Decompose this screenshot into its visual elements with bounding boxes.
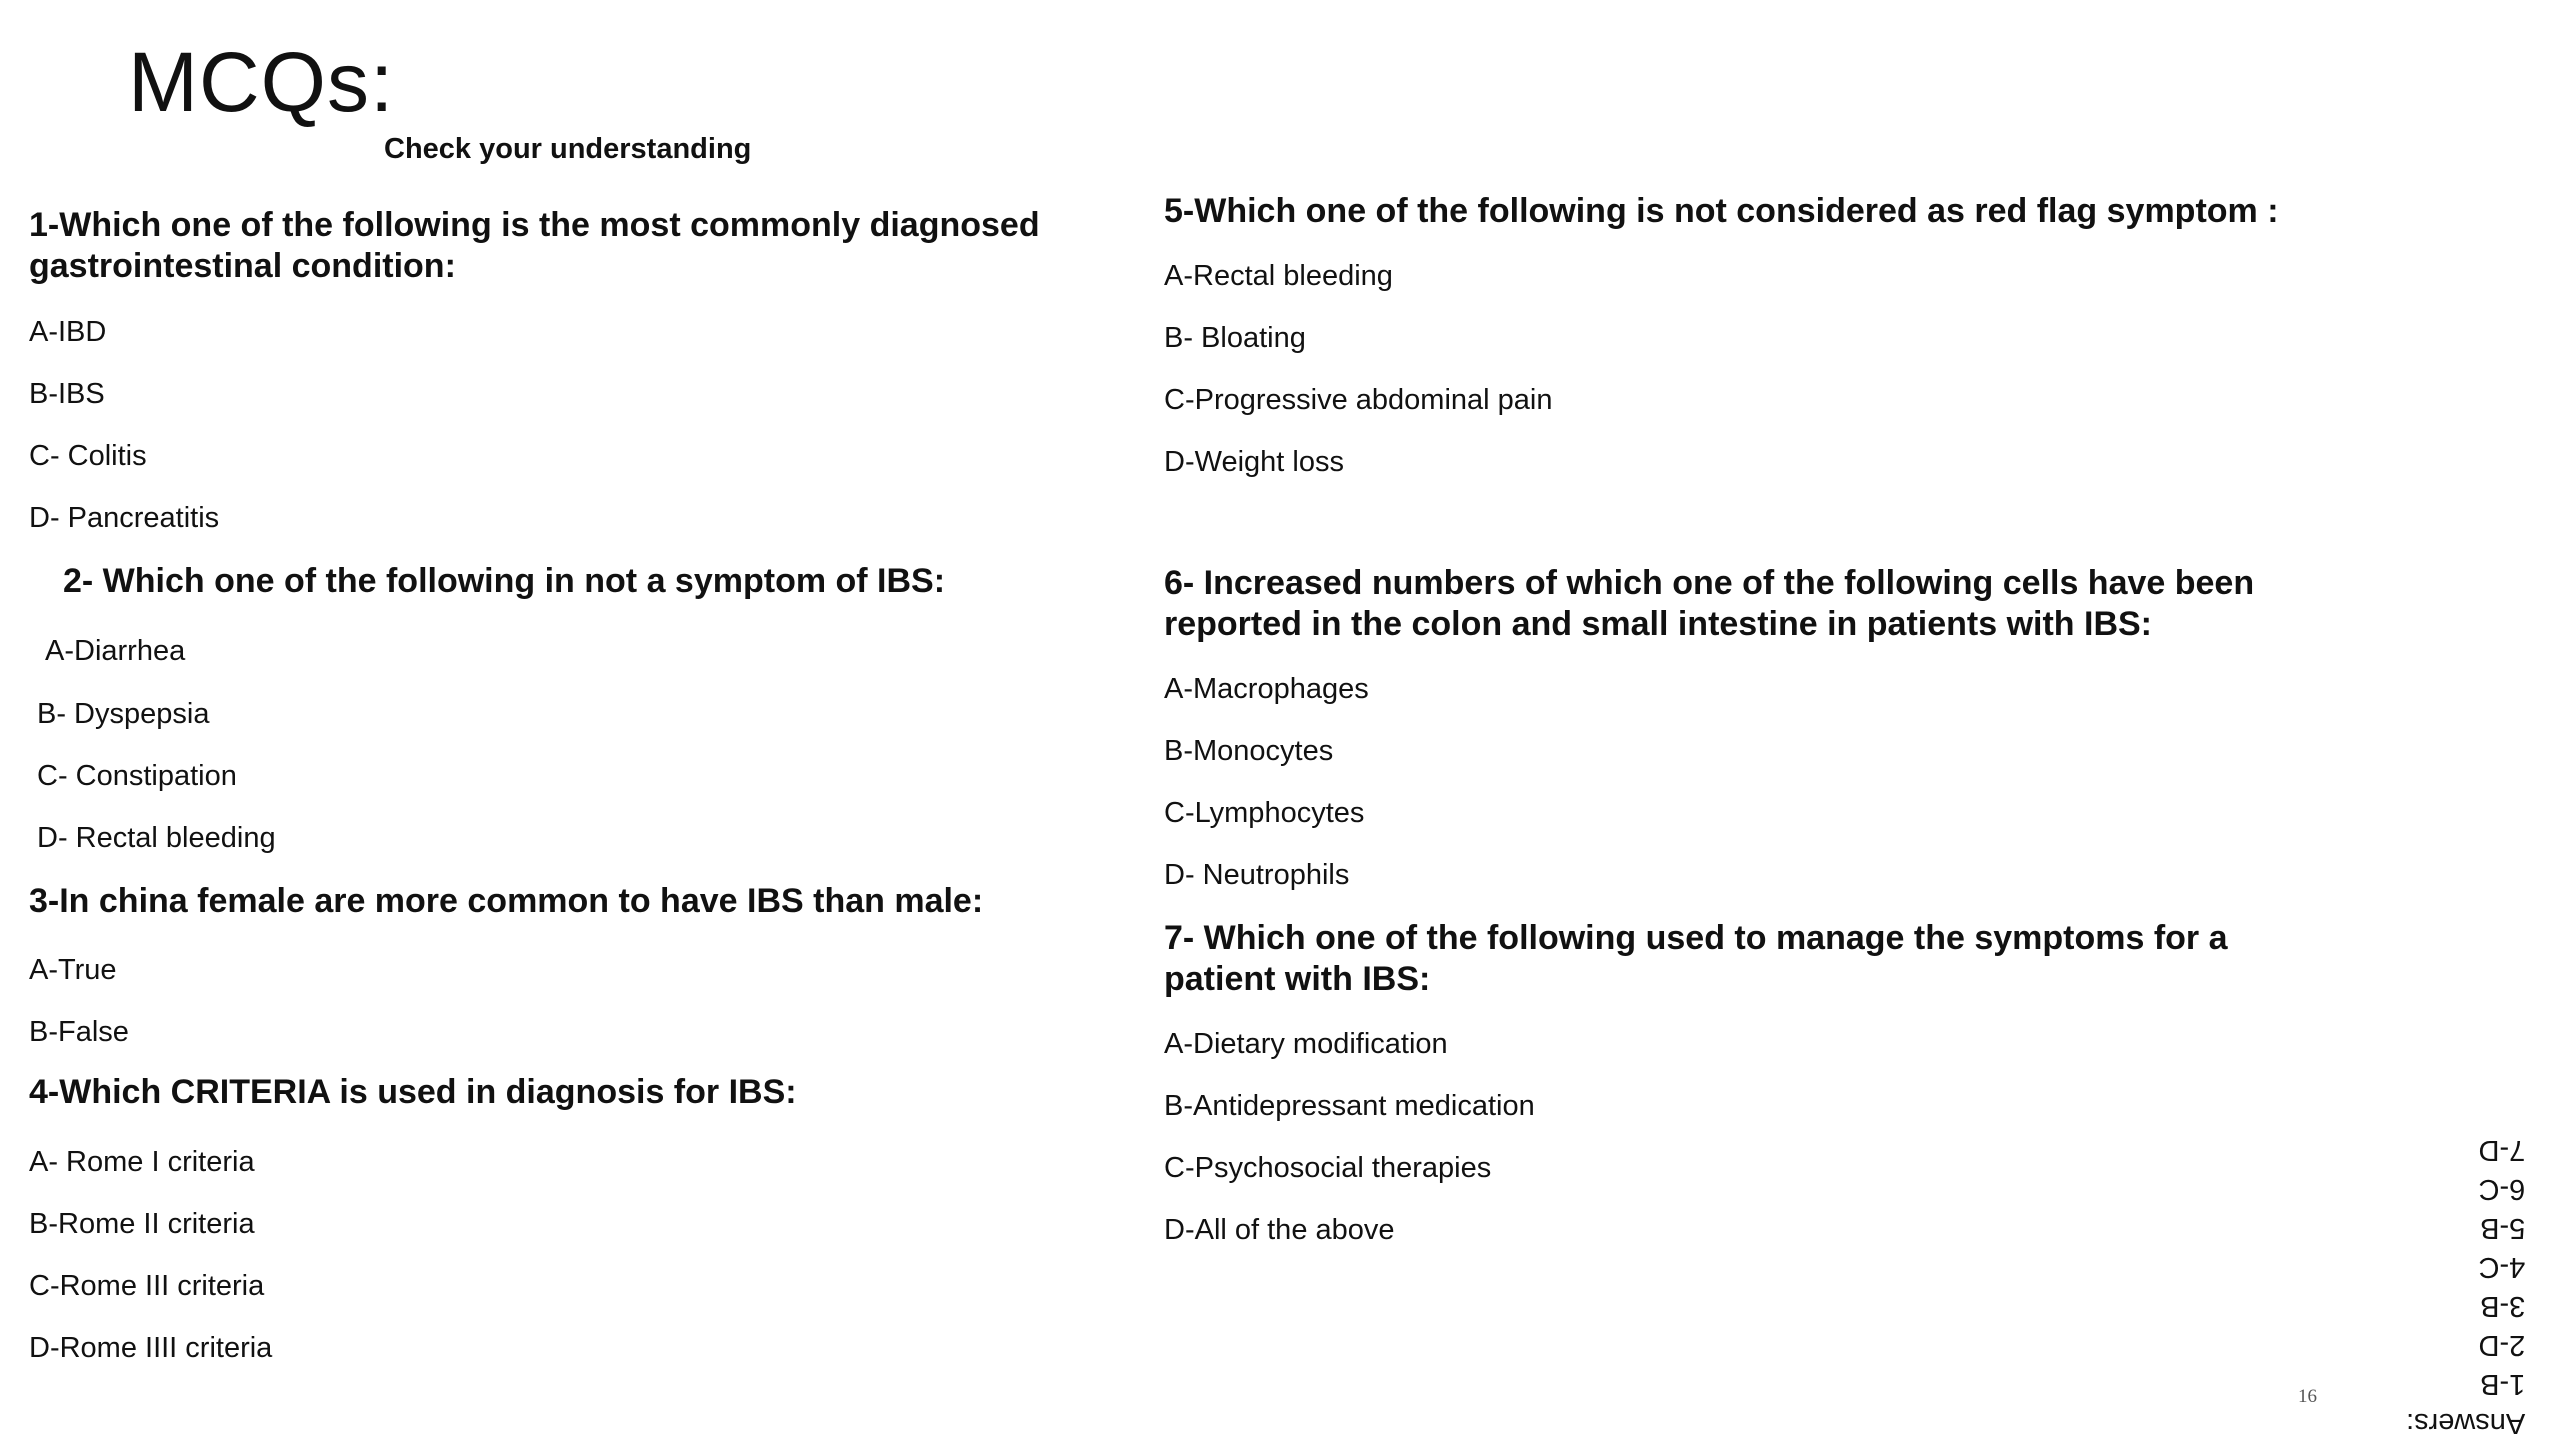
answer-item: 7-D [2478,1134,2526,1166]
question-6-option-b: B-Monocytes [1164,735,1334,767]
answer-item: 3-B [2480,1290,2526,1322]
answer-item: 6-C [2478,1173,2526,1205]
question-5-option-c: C-Progressive abdominal pain [1164,384,1553,416]
question-3-option-a: A-True [29,954,117,986]
question-2-option-a: A-Diarrhea [45,635,186,667]
answer-item: 4-C [2478,1251,2526,1283]
answer-item: 2-D [2478,1329,2526,1361]
answer-item: 5-B [2480,1212,2526,1244]
question-2-option-c: C- Constipation [37,760,237,792]
page-number: 16 [2298,1386,2317,1407]
question-7-option-d: D-All of the above [1164,1214,1395,1246]
question-5-option-a: A-Rectal bleeding [1164,260,1393,292]
question-7-option-c: C-Psychosocial therapies [1164,1152,1492,1184]
question-7-option-a: A-Dietary modification [1164,1028,1448,1060]
question-1-option-b: B-IBS [29,378,105,410]
question-6-option-c: C-Lymphocytes [1164,797,1365,829]
question-7: 7- Which one of the following used to manage the symptoms for a patient with IBS: [1164,919,2228,998]
slide-subtitle: Check your understanding [384,133,752,165]
question-6: 6- Increased numbers of which one of the following cells have been reported in the colon and small intestine in patients with IBS: [1164,564,2255,643]
question-4: 4-Which CRITERIA is used in diagnosis for IBS: [29,1073,797,1111]
question-1-option-a: A-IBD [29,316,107,348]
question-4-option-b: B-Rome II criteria [29,1208,255,1240]
question-1-option-d: D- Pancreatitis [29,502,220,534]
question-6-option-a: A-Macrophages [1164,673,1369,705]
question-3-option-b: B-False [29,1016,129,1048]
question-5: 5-Which one of the following is not considered as red flag symptom : [1164,192,2279,230]
answer-item: 1-B [2480,1368,2526,1400]
answers-heading: Answers: [2406,1407,2526,1439]
question-5-option-d: D-Weight loss [1164,446,1344,478]
question-4-option-c: C-Rome III criteria [29,1270,265,1302]
slide-title: MCQs: [128,35,395,129]
question-7-option-b: B-Antidepressant medication [1164,1090,1535,1122]
question-6-option-d: D- Neutrophils [1164,859,1350,891]
question-1: 1-Which one of the following is the most commonly diagnosed gastrointestinal condition: [29,206,1040,285]
question-1-option-c: C- Colitis [29,440,147,472]
question-5-option-b: B- Bloating [1164,322,1306,354]
question-4-option-d: D-Rome IIII criteria [29,1332,273,1364]
question-2-option-d: D- Rectal bleeding [37,822,276,854]
question-2: 2- Which one of the following in not a symptom of IBS: [63,562,946,600]
question-3: 3-In china female are more common to have IBS than male: [29,882,984,920]
answer-key [2406,1130,2525,1440]
question-4-option-a: A- Rome I criteria [29,1146,255,1178]
question-2-option-b: B- Dyspepsia [37,698,210,730]
